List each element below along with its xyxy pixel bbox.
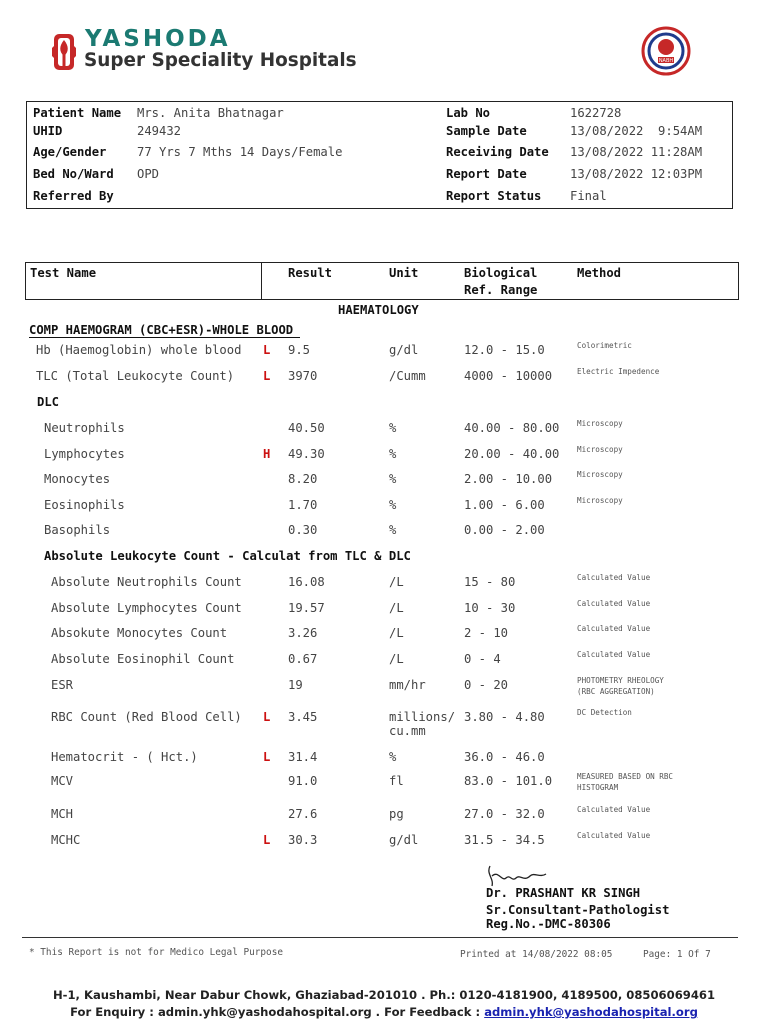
patient-name-value: Mrs. Anita Bhatnagar	[137, 106, 284, 120]
col-unit: Unit	[389, 266, 419, 280]
lab-no-label: Lab No	[446, 106, 491, 120]
col-range-line1: Biological	[464, 266, 538, 280]
result-value: 3.26	[288, 626, 318, 640]
report-date-label: Report Date	[446, 167, 527, 181]
lab-no-value: 1622728	[570, 106, 622, 120]
reference-range: 3.80 - 4.80	[464, 710, 545, 724]
test-name: Neutrophils	[44, 421, 125, 435]
test-name: RBC Count (Red Blood Cell)	[51, 710, 242, 724]
abnormal-flag: H	[263, 447, 271, 461]
unit: %	[389, 523, 397, 537]
letterhead	[0, 0, 768, 96]
uhid-value: 249432	[137, 124, 182, 138]
unit: /Cumm	[389, 369, 426, 383]
patient-name-label: Patient Name	[33, 106, 122, 120]
reference-range: 2 - 10	[464, 626, 509, 640]
method: Calculated Value	[577, 573, 651, 582]
result-value: 0.67	[288, 652, 318, 666]
result-value: 49.30	[288, 447, 325, 461]
page-number: Page: 1 Of 7	[643, 949, 711, 960]
brand-subtitle: Super Speciality Hospitals	[84, 50, 357, 71]
method: Colorimetric	[577, 341, 632, 350]
method-continued: HISTOGRAM	[577, 783, 619, 792]
unit: g/dl	[389, 343, 419, 357]
absolute-count-title: Absolute Leukocyte Count - Calculat from TLC & DLC	[44, 549, 411, 563]
result-value: 27.6	[288, 807, 318, 821]
test-name: Absolute Eosinophil Count	[51, 652, 235, 666]
reference-range: 2.00 - 10.00	[464, 472, 553, 486]
result-value: 40.50	[288, 421, 325, 435]
hospital-logo-icon	[50, 30, 78, 74]
unit: %	[389, 472, 397, 486]
result-value: 3.45	[288, 710, 318, 724]
unit: %	[389, 421, 397, 435]
abnormal-flag: L	[263, 343, 271, 357]
enquiry-text: For Enquiry : admin.yhk@yashodahospital.org . For Feedback :	[70, 1005, 485, 1019]
department-title: HAEMATOLOGY	[338, 303, 419, 317]
sample-date-value: 13/08/2022 9:54AM	[570, 124, 703, 138]
method: Calculated Value	[577, 650, 651, 659]
method: PHOTOMETRY RHEOLOGY	[577, 676, 664, 685]
seal-text: NABH	[658, 58, 674, 64]
unit: %	[389, 498, 397, 512]
hospital-address: H-1, Kaushambi, Near Dabur Chowk, Ghaziabad-201010 . Ph.: 0120-4181900, 4189500, 08506069461	[52, 988, 716, 1002]
test-name: MCH	[51, 807, 74, 821]
reference-range: 0 - 4	[464, 652, 501, 666]
col-result: Result	[288, 266, 333, 280]
age-gender-value: 77 Yrs 7 Mths 14 Days/Female	[137, 145, 343, 159]
unit: /L	[389, 652, 404, 666]
footer-rule	[22, 937, 738, 938]
report-date-value: 13/08/2022 12:03PM	[570, 167, 703, 181]
test-name: TLC (Total Leukocyte Count)	[36, 369, 235, 383]
unit: pg	[389, 807, 404, 821]
bed-ward-label: Bed No/Ward	[33, 167, 114, 181]
unit: g/dl	[389, 833, 419, 847]
reference-range: 0.00 - 2.00	[464, 523, 545, 537]
receiving-date-label: Receiving Date	[446, 145, 549, 159]
report-status-label: Report Status	[446, 189, 542, 203]
sample-date-label: Sample Date	[446, 124, 527, 138]
bed-ward-value: OPD	[137, 167, 160, 181]
method: Calculated Value	[577, 624, 651, 633]
receiving-date-value: 13/08/2022 11:28AM	[570, 145, 703, 159]
results-header-box	[25, 262, 739, 300]
reference-range: 0 - 20	[464, 678, 509, 692]
unit: %	[389, 750, 397, 764]
header-divider	[261, 262, 262, 300]
contact-line	[0, 1005, 768, 1019]
feedback-email-link[interactable]: admin.yhk@yashodahospital.org	[484, 1005, 698, 1019]
reference-range: 31.5 - 34.5	[464, 833, 545, 847]
col-test-name: Test Name	[30, 266, 97, 280]
test-name: Absokute Monocytes Count	[51, 626, 228, 640]
unit: /L	[389, 601, 404, 615]
method-continued: (RBC AGGREGATION)	[577, 687, 655, 696]
reference-range: 27.0 - 32.0	[464, 807, 545, 821]
reference-range: 36.0 - 46.0	[464, 750, 545, 764]
unit: /L	[389, 626, 404, 640]
reference-range: 1.00 - 6.00	[464, 498, 545, 512]
unit: fl	[389, 774, 404, 788]
abnormal-flag: L	[263, 710, 271, 724]
result-value: 0.30	[288, 523, 318, 537]
reference-range: 20.00 - 40.00	[464, 447, 560, 461]
reference-range: 15 - 80	[464, 575, 516, 589]
test-name: Hematocrit - ( Hct.)	[51, 750, 198, 764]
dlc-title: DLC	[37, 395, 60, 409]
method: Calculated Value	[577, 805, 651, 814]
abnormal-flag: L	[263, 750, 271, 764]
result-value: 30.3	[288, 833, 318, 847]
reference-range: 4000 - 10000	[464, 369, 553, 383]
abnormal-flag: L	[263, 833, 271, 847]
reference-range: 12.0 - 15.0	[464, 343, 545, 357]
signatory-registration: Reg.No.-DMC-80306	[486, 917, 611, 931]
unit: millions/	[389, 710, 456, 724]
result-value: 1.70	[288, 498, 318, 512]
test-name: Basophils	[44, 523, 111, 537]
abnormal-flag: L	[263, 369, 271, 383]
reference-range: 10 - 30	[464, 601, 516, 615]
brand-name: YASHODA	[85, 26, 231, 52]
test-name: MCV	[51, 774, 74, 788]
test-name: Hb (Haemoglobin) whole blood	[36, 343, 242, 357]
report-status-value: Final	[570, 189, 607, 203]
method: Microscopy	[577, 496, 623, 505]
test-name: Eosinophils	[44, 498, 125, 512]
method: Electric Impedence	[577, 367, 660, 376]
method: Microscopy	[577, 470, 623, 479]
section-title: COMP HAEMOGRAM (CBC+ESR)-WHOLE BLOOD	[29, 323, 294, 337]
signatory-title: Sr.Consultant-Pathologist	[486, 903, 670, 917]
test-name: Absolute Neutrophils Count	[51, 575, 242, 589]
nabh-seal-icon	[641, 26, 691, 76]
disclaimer: * This Report is not for Medico Legal Purpose	[29, 947, 283, 958]
printed-at: Printed at 14/08/2022 08:05	[460, 949, 613, 960]
result-value: 3970	[288, 369, 318, 383]
uhid-label: UHID	[33, 124, 63, 138]
test-name: Monocytes	[44, 472, 111, 486]
test-name: Lymphocytes	[44, 447, 125, 461]
result-value: 19	[288, 678, 303, 692]
method: Calculated Value	[577, 831, 651, 840]
reference-range: 40.00 - 80.00	[464, 421, 560, 435]
reference-range: 83.0 - 101.0	[464, 774, 553, 788]
test-name: ESR	[51, 678, 74, 692]
referred-by-label: Referred By	[33, 189, 114, 203]
result-value: 91.0	[288, 774, 318, 788]
result-value: 16.08	[288, 575, 325, 589]
unit-continued: cu.mm	[389, 724, 426, 738]
method: DC Detection	[577, 708, 632, 717]
method: Calculated Value	[577, 599, 651, 608]
col-range-line2: Ref. Range	[464, 283, 538, 297]
result-value: 19.57	[288, 601, 325, 615]
col-method: Method	[577, 266, 622, 280]
method: MEASURED BASED ON RBC	[577, 772, 674, 781]
section-underline	[29, 337, 300, 338]
result-value: 31.4	[288, 750, 318, 764]
signatory-name: Dr. PRASHANT KR SINGH	[486, 886, 641, 900]
method: Microscopy	[577, 419, 623, 428]
test-name: Absolute Lymphocytes Count	[51, 601, 242, 615]
method: Microscopy	[577, 445, 623, 454]
age-gender-label: Age/Gender	[33, 145, 107, 159]
result-value: 9.5	[288, 343, 311, 357]
unit: mm/hr	[389, 678, 426, 692]
unit: %	[389, 447, 397, 461]
result-value: 8.20	[288, 472, 318, 486]
unit: /L	[389, 575, 404, 589]
test-name: MCHC	[51, 833, 81, 847]
